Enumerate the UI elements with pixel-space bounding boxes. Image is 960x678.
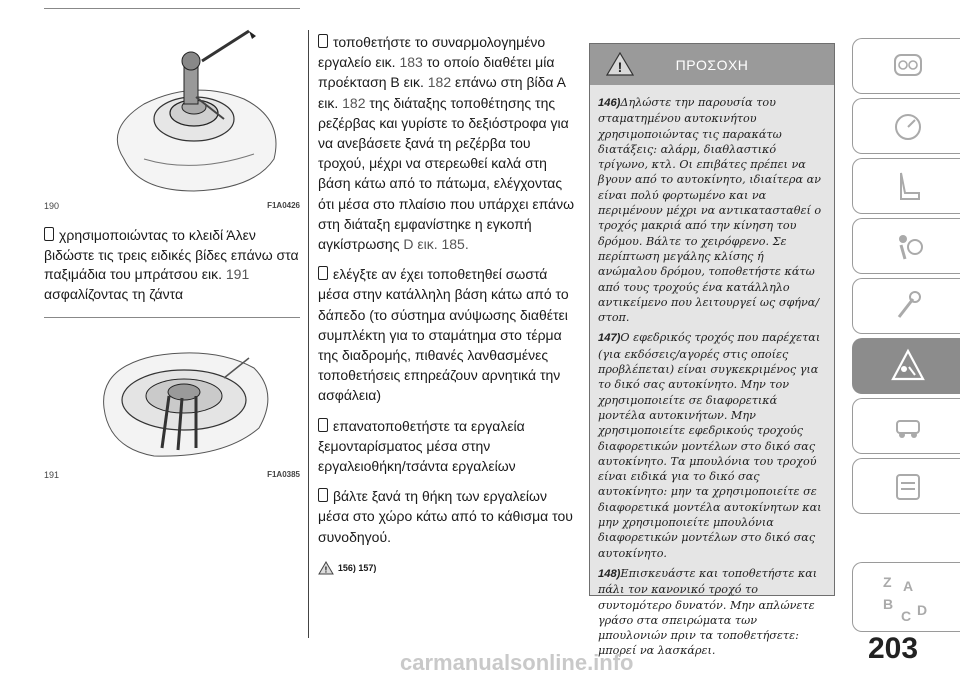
checkbox-bullet-icon [318,266,328,280]
checkbox-bullet-icon [318,488,328,502]
tab-service[interactable] [852,398,960,454]
caution-title: ΠΡΟΣΟΧΗ [675,57,749,73]
figure-ref: 191 [225,266,250,282]
svg-text:B: B [883,596,894,612]
figure-number: 191 [44,470,60,480]
caution-note: 148)Επισκευάστε και τοποθετήστε και πάλι τον κανονικό τροχό το συντομότερο δυνατόν. Μην απλώνετε γράσο στα σπειρώματα των μπουλονιών πριν τα τοποθετήσετε: μπορεί να λασκάρει. [598,566,818,658]
caution-note: 146)Δηλώστε την παρουσία του σταματημένου αυτοκινήτου χρησιμοποιώντας τις παρακάτω διατάξεις: αλάρμ, διαθλαστικό τρίγωνο, κτλ. Οι επιβάτες πρέπει να βγουν από το αυτοκίνητο, ιδιαίτερα αν είναι πολύ φορτωμένο και να περιμένουν μέχρι να αντικατασταθεί ο τροχός μακριά από την κίνηση του δρόμου. Βάλτε το χειρόφρενο. Σε περίπτωση μεγάλης κλίσης ή ανώμαλου δρόμου, τοποθετήστε κάτω από τους τροχούς ένα κατάλληλο αντικείμενο που λειτουργεί ως σφήνα/ στοπ. [598,96,822,325]
tab-specs[interactable] [852,458,960,514]
note-references: 156) 157) [337,563,377,574]
list-item: επανατοποθετήστε τα εργαλεία ξεμονταρίσματος μέσα στην εργαλειοθήκη/τσάντα εργαλείων [318,417,525,475]
page-number: 203 [868,632,919,665]
svg-text:A: A [903,578,914,594]
figure-191-image [44,318,300,466]
figure-190 [44,8,300,211]
specs-icon [891,467,925,505]
tab-index[interactable] [852,562,960,632]
warning-refs [318,557,580,578]
car-seat-icon [891,167,925,205]
figure-190-image [44,9,300,197]
svg-text:C: C [901,608,912,624]
checkbox-bullet-icon [318,34,328,48]
index-icon [877,569,937,627]
svg-text:Z: Z [883,574,892,590]
list-item: χρησιμοποιώντας το κλειδί Άλεν βιδώστε τις τρεις ειδικές βίδες επάνω στα παξιμάδια του μπράτσου εικ. 191 ασφαλίζοντας τη ζάντα [44,227,299,302]
figure-code: F1A0426 [267,201,300,210]
column-divider [308,30,309,638]
list-item: ελέγξτε αν έχει τοποθετηθεί σωστά μέσα στην κατάλληλη βάση κάτω από το δάπεδο (το σύστημα ανύψωσης διαθέτει συμπλέκτη για το σταμάτημα στο τέρμα της διαδρομής, πιθανές λανθασμένες τοποθετήσεις επηρεάζουν αρνητικά την ασφάλεια) [318,266,569,404]
figure-191 [44,317,300,480]
tab-seat[interactable] [852,158,960,214]
figure-number: 190 [44,201,60,211]
emergency-icon [891,347,925,385]
column-middle [318,32,580,588]
tab-airbag[interactable] [852,218,960,274]
caution-box [589,43,835,658]
column-left [44,226,304,314]
watermark: carmanualsonline.info [400,650,634,675]
svg-text:!: ! [324,565,328,575]
dashboard-icon [891,47,925,85]
figure-191-caption [44,470,300,480]
tab-maintenance[interactable] [852,278,960,334]
figure-code: F1A0385 [267,470,300,479]
service-icon [891,407,925,445]
tab-emergency[interactable] [852,338,960,394]
list-item: βάλτε ξανά τη θήκη των εργαλείων μέσα στο χώρο κάτω από το κάθισμα του συνοδηγού. [318,488,573,545]
speedometer-icon [891,107,925,145]
airbag-icon [891,227,925,265]
caution-header [590,44,834,85]
svg-text:D: D [917,602,928,618]
caution-body [590,85,834,659]
wrench-icon [891,287,925,325]
figure-190-caption [44,201,300,211]
checkbox-bullet-icon [318,418,328,432]
checkbox-bullet-icon [44,227,54,241]
tab-speedometer[interactable] [852,98,960,154]
tab-dashboard[interactable] [852,38,960,94]
caution-note: 147)Ο εφεδρικός τροχός που παρέχεται (για εκδόσεις/αγορές στις οποίες προβλέπεται) είναι συγκεκριμένος για το δικό σας αυτοκίνητο. Μην τον χρησιμοποιείτε σε διαφορετικά μοντέλα αυτοκινήτων. Μην χρησιμοποιείτε εφεδρικούς τροχούς διαφορετικών μοντέλων στο δικό σας αυτοκίνητο. Τα μπουλόνια του τροχού είναι ειδικά για το δικό σας αυτοκίνητο: μην τα χρησιμοποιείτε σε διαφορετικά μοντέλα αυτοκίνητων και μην χρησιμοποιείτε μπουλόνια διαφορετικών μοντέλων στο δικό σας αυτοκίνητο. [598,331,822,560]
warning-triangle-icon [318,561,334,575]
list-item: τοποθετήστε το συναρμολογημένο εργαλείο εικ. 183 το οποίο διαθέτει μία προέκταση Β εικ. 182 επάνω στη βίδα Α εικ. 182 της διάταξης τοποθέτησης της ρεζέρβας και γυρίστε το δεξιόστροφα για να ανεβάσετε ξανά τη ρεζέρβα του τροχού, μέχρι να στερεωθεί καλά στη βάση κάτω από το πάτωμα, ελέγχοντας ότι μέσα στο πλαίσιο που υπάρχει επάνω στη διάταξη εμφανίστηκε η εγκοπή αγκίστρωσης D εικ. 185. [318,34,575,253]
svg-text:!: ! [617,59,623,75]
